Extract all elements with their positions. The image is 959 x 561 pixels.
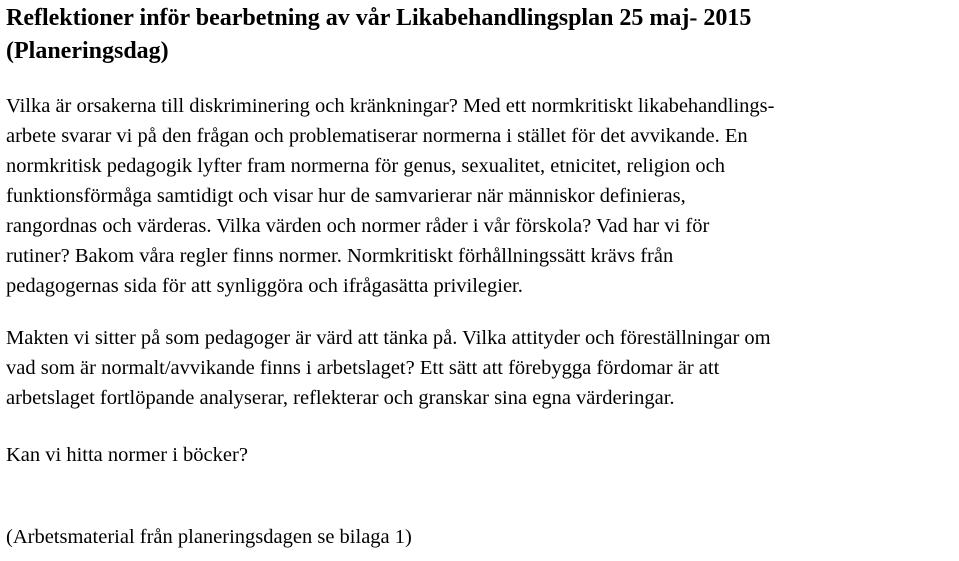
footnote-appendix: (Arbetsmaterial från planeringsdagen se bilaga 1) xyxy=(6,526,412,548)
paragraph-power-reflection xyxy=(6,323,956,413)
title-line-2: (Planeringsdag) xyxy=(6,38,169,64)
paragraph1-line-3: normkritisk pedagogik lyfter fram normerna för genus, sexualitet, etnicitet, religion och xyxy=(6,155,725,177)
paragraph1-line-4: funktionsförmåga samtidigt och visar hur de samvarierar när människor definieras, xyxy=(6,185,686,207)
paragraph2-line-1: Makten vi sitter på som pedagoger är värd att tänka på. Vilka attityder och föreställningar om xyxy=(6,327,771,349)
question-books: Kan vi hitta normer i böcker? xyxy=(6,444,248,466)
paragraph1-line-5: rangordnas och värderas. Vilka värden och normer råder i vår förskola? Vad har vi för xyxy=(6,215,710,237)
document-page xyxy=(6,0,956,552)
paragraph1-line-6: rutiner? Bakom våra regler finns normer. Normkritiskt förhållningssätt krävs från xyxy=(6,245,674,267)
document-title xyxy=(6,0,956,68)
paragraph1-line-2: arbete svarar vi på den frågan och problematiserar normerna i stället för det avvikande. En xyxy=(6,125,748,147)
paragraph-discrimination-causes xyxy=(6,91,956,301)
paragraph1-line-1: Vilka är orsakerna till diskriminering och kränkningar? Med ett normkritiskt likabehandlings- xyxy=(6,95,775,117)
paragraph2-line-3: arbetslaget fortlöpande analyserar, reflekterar och granskar sina egna värderingar. xyxy=(6,387,675,409)
paragraph1-line-7: pedagogernas sida för att synliggöra och ifrågasätta privilegier. xyxy=(6,275,523,297)
title-line-1: Reflektioner inför bearbetning av vår Likabehandlingsplan 25 maj- 2015 xyxy=(6,5,752,31)
paragraph2-line-2: vad som är normalt/avvikande finns i arbetslaget? Ett sätt att förebygga fördomar är att xyxy=(6,357,720,379)
